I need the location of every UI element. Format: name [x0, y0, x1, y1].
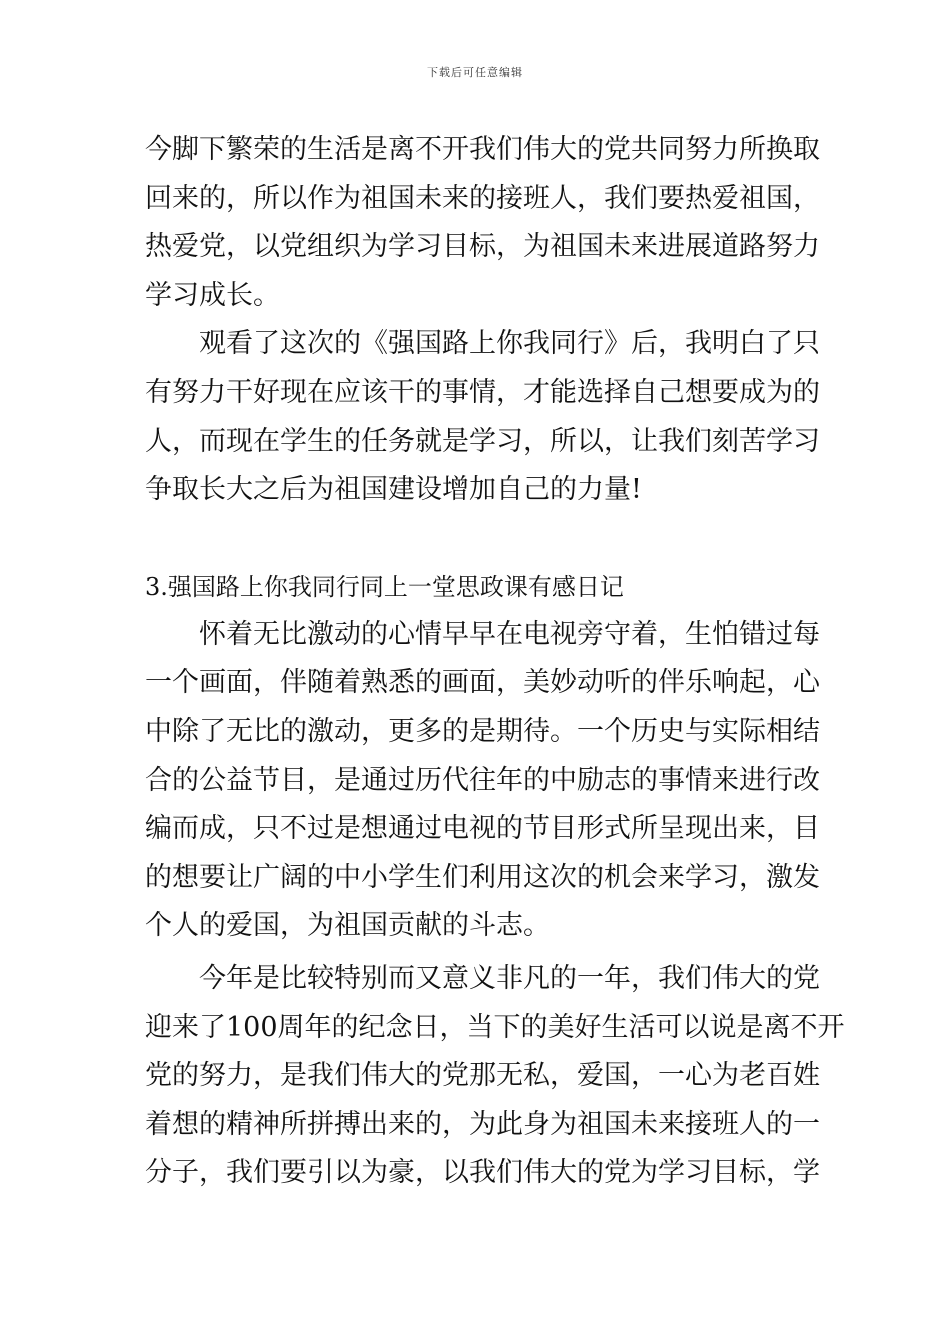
text-line: 编而成，只不过是想通过电视的节目形式所呈现出来，目: [145, 813, 820, 845]
text-line: 的想要让广阔的中小学生们利用这次的机会来学习，激发: [145, 861, 820, 893]
paragraph-2: [145, 320, 820, 514]
text-line: 人，而现在学生的任务就是学习，所以，让我们刻苦学习: [145, 425, 820, 457]
text-line: 回来的，所以作为祖国未来的接班人，我们要热爱祖国，: [145, 182, 820, 214]
text-line: 分子，我们要引以为豪，以我们伟大的党为学习目标，学: [145, 1157, 820, 1189]
text-line: 怀着无比激动的心情早早在电视旁守着，生怕错过每: [199, 618, 820, 650]
text-line: 学习成长。: [145, 279, 280, 311]
text-line: 有努力干好现在应该干的事情，才能选择自己想要成为的: [145, 376, 820, 408]
paragraph-1: [145, 126, 820, 320]
text-line: 观看了这次的《强国路上你我同行》后，我明白了只: [199, 328, 820, 360]
text-line: 合的公益节目，是通过历代往年的中励志的事情来进行改: [145, 764, 820, 796]
header-note: 下载后可任意编辑: [427, 66, 523, 79]
text-line: 争取长大之后为祖国建设增加自己的力量!: [145, 474, 642, 506]
paragraph-gap: [145, 515, 807, 563]
paragraph-3: [145, 611, 820, 951]
text-line: 着想的精神所拼搏出来的，为此身为祖国未来接班人的一: [145, 1108, 820, 1140]
text-line: 热爱党，以党组织为学习目标，为祖国未来进展道路努力: [145, 231, 820, 263]
text-line: 今脚下繁荣的生活是离不开我们伟大的党共同努力所换取: [145, 134, 820, 165]
text-line: 中除了无比的激动，更多的是期待。一个历史与实际相结: [145, 715, 820, 747]
text-line: 一个画面，伴随着熟悉的画面，美妙动听的伴乐响起，心: [145, 667, 820, 699]
text-line: 个人的爱国，为祖国贡献的斗志。: [145, 910, 550, 942]
paragraph-4: [145, 955, 845, 1198]
section-heading: 3.强国路上你我同行同上一堂思政课有感日记: [145, 572, 624, 601]
text-line: 今年是比较特别而又意义非凡的一年，我们伟大的党: [199, 962, 820, 994]
document-body: [145, 126, 845, 1198]
text-line: 党的努力，是我们伟大的党那无私，爱国，一心为老百姓: [145, 1060, 820, 1092]
text-line: 迎来了100周年的纪念日，当下的美好生活可以说是离不开: [145, 1011, 845, 1043]
